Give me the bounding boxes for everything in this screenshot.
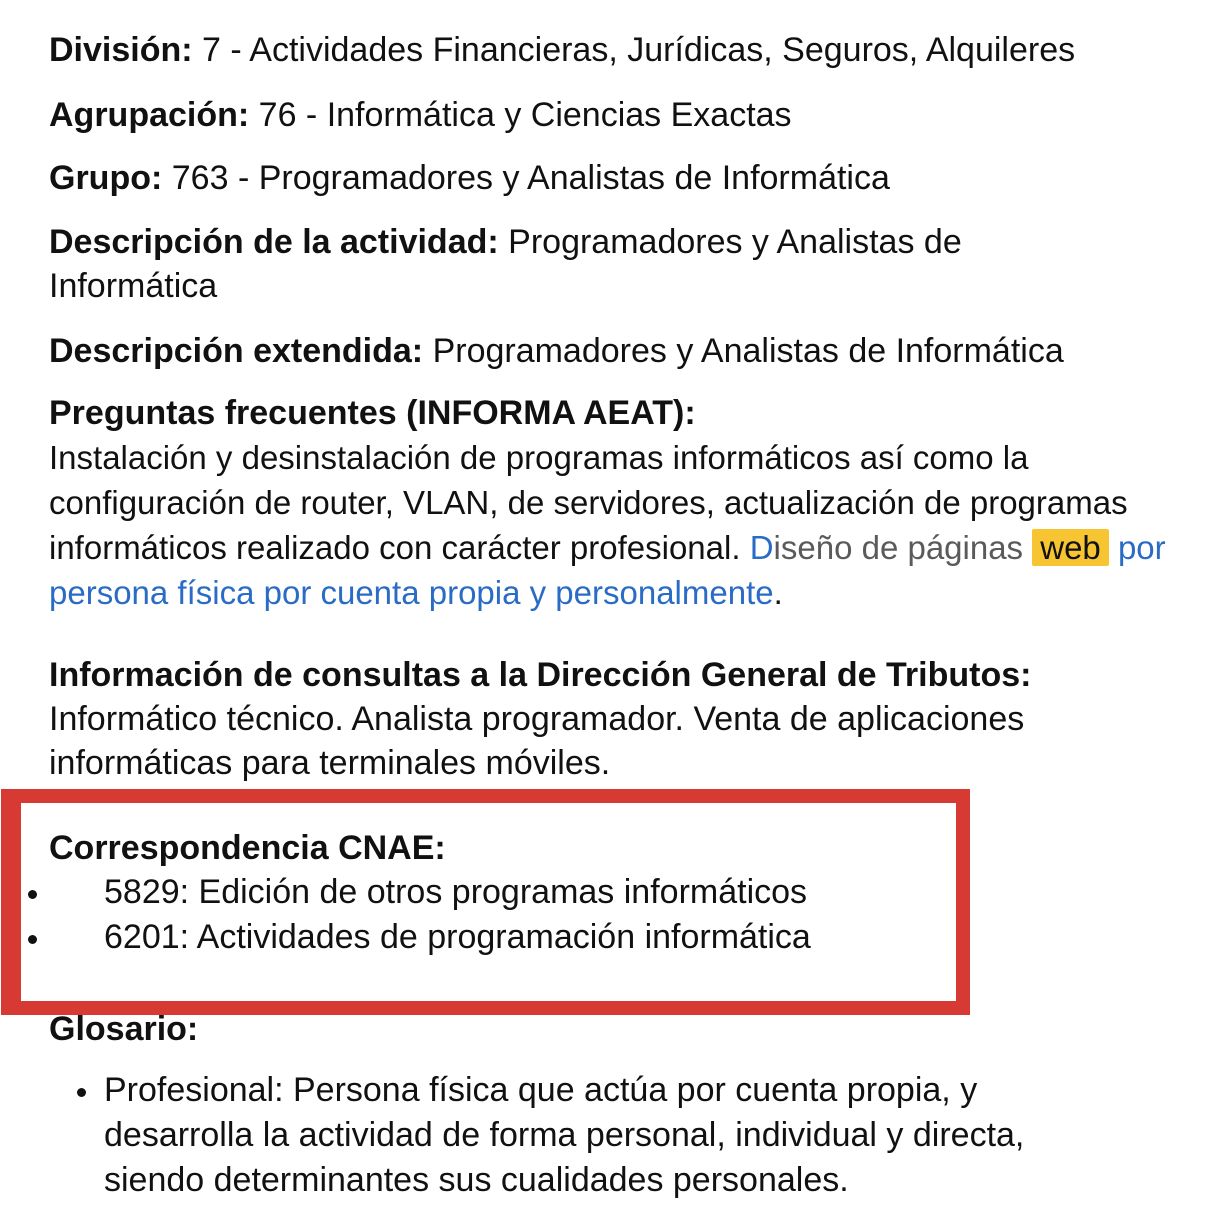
- list-item: 6201: Actividades de programación informática: [0, 915, 1214, 960]
- descripcion-row: [49, 220, 1089, 308]
- dgt-section: [49, 653, 1214, 785]
- faq-body: Instalación y desinstalación de programas informáticos así como la configuración de router, VLAN, de servidores, actualización de programas informáticos realizado con carácter profesional.: [49, 439, 1128, 566]
- dgt-text: Informático técnico. Analista programador. Venta de aplicaciones informáticas para terminales móviles.: [49, 700, 1025, 782]
- faq-title: Preguntas frecuentes (INFORMA AEAT):: [49, 394, 696, 432]
- faq-text: [49, 435, 1189, 615]
- faq-link-first-letter[interactable]: D: [749, 529, 774, 566]
- descripcion-extendida-value: Programadores y Analistas de Informática: [432, 332, 1064, 370]
- division-row: [49, 28, 1214, 72]
- list-item: 5829: Edición de otros programas informáticos: [0, 870, 1214, 915]
- division-value: 7 - Actividades Financieras, Jurídicas, Seguros, Alquileres: [202, 31, 1076, 69]
- faq-muted-text: iseño de páginas: [773, 529, 1024, 566]
- descripcion-extendida-label: Descripción extendida:: [49, 332, 424, 370]
- grupo-row: [49, 156, 1214, 200]
- grupo-label: Grupo:: [49, 159, 163, 197]
- agrupacion-value: 76 - Informática y Ciencias Exactas: [258, 96, 792, 134]
- list-item: Profesional: Persona física que actúa por cuenta propia, y desarrolla la actividad de forma personal, individual y directa, siendo determinantes sus cualidades personales.: [49, 1068, 1099, 1203]
- division-label: División:: [49, 31, 193, 69]
- descripcion-label: Descripción de la actividad:: [49, 223, 499, 261]
- descripcion-extendida-row: [49, 329, 1214, 373]
- glosario-list: [49, 1068, 1099, 1203]
- agrupacion-row: [49, 93, 1214, 137]
- agrupacion-label: Agrupación:: [49, 96, 250, 134]
- descripcion-value: Programadores y Analistas de Informática: [49, 223, 962, 305]
- glosario-title: Glosario:: [49, 1010, 199, 1048]
- glosario-section: [49, 1007, 1214, 1203]
- cnae-section: [49, 826, 1214, 960]
- cnae-list: [0, 870, 1214, 960]
- faq-section: [49, 391, 1214, 615]
- faq-link[interactable]: por persona física por cuenta propia y personalmente: [49, 529, 1166, 611]
- grupo-value: 763 - Programadores y Analistas de Informática: [171, 159, 890, 197]
- cnae-title: Correspondencia CNAE:: [49, 829, 446, 867]
- faq-highlight-web: web: [1032, 529, 1109, 566]
- faq-end: .: [773, 574, 783, 611]
- dgt-title: Información de consultas a la Dirección General de Tributos:: [49, 656, 1032, 694]
